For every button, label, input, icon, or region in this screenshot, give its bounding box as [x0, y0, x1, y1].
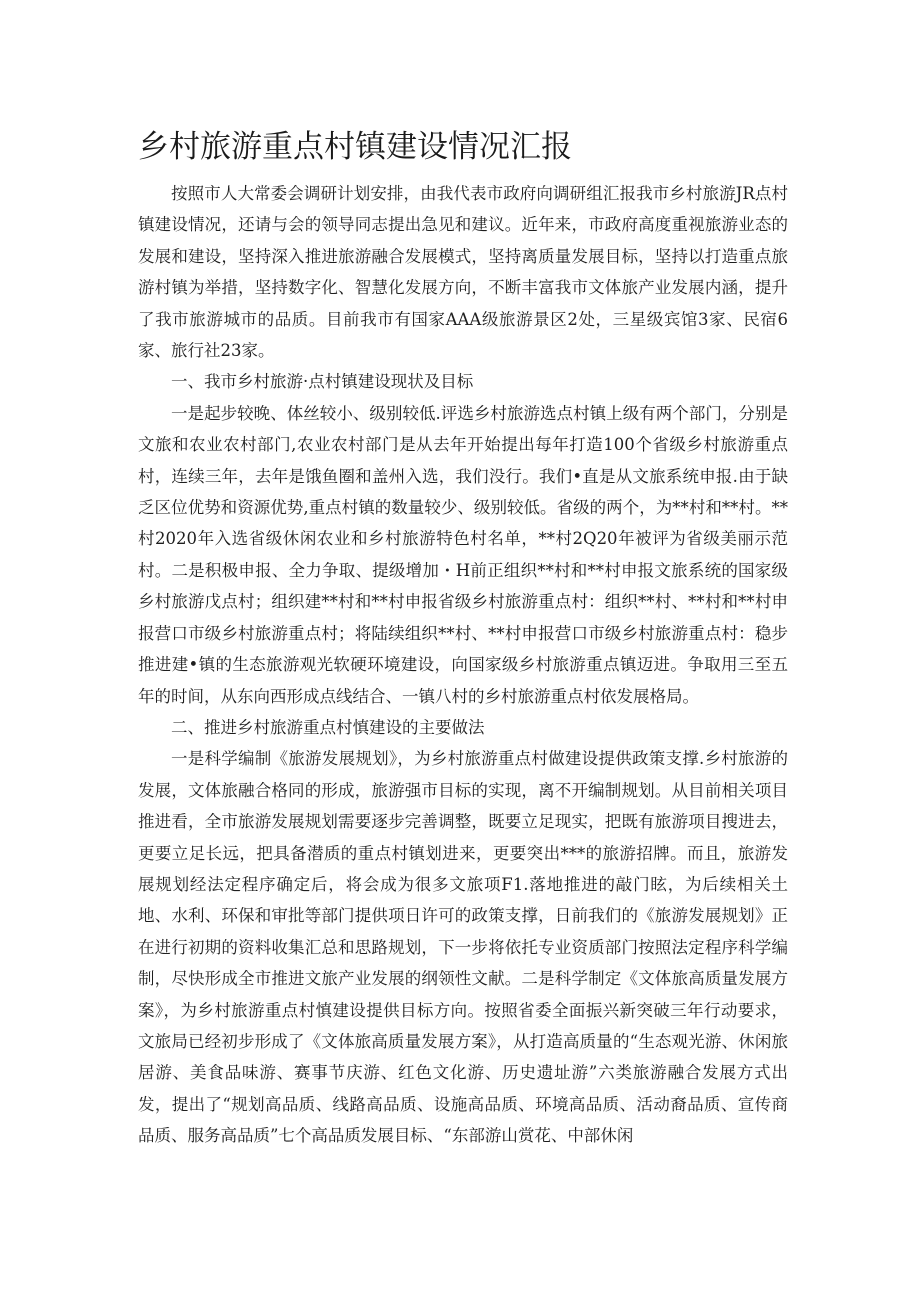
section-1-heading: 一、我市乡村旅游·点村镇建设现状及目标 [171, 372, 474, 392]
intro-paragraph: 按照市人大常委会调研计划安排，由我代表市政府向调研组汇报我市乡村旅游JR点村镇建设情况，还请与会的领导同志提出急见和建议。近年来，市政府高度重视旅游业态的发展和建设，坚持深入推进旅游融合发展模式，坚持离质量发展目标，坚持以打造重点旅游村镇为举措，坚持数字化、智慧化发展方向，不断丰富我市文体旅产业发展内涵，提升了我市旅游城市的品质。目前我市有国家AAA级旅游景区2处，三星级宾馆3家、民宿6家、旅行社23家。 [138, 184, 788, 361]
section-2-heading: 二、推进乡村旅游重点村慎建设的主要做法 [171, 717, 485, 737]
section-2-paragraph: 一是科学编制《旅游发展规划》，为乡村旅游重点村做建设提供政策支撑.乡村旅游的发展，文体旅融合格同的形成，旅游强市目标的实现，离不开编制规划。从目前相关项目推进看，全市旅游发展规划需要逐步完善调整，既要立足现实，把既有旅游项目搜进去，更要立足长远，把具备潜质的重点村镇划进来，更要突出***的旅游招牌。而且，旅游发展规划经法定程序确定后，将会成为很多文旅项F1.落地推进的敲门眩，为后续相关土地、水利、环保和审批等部门提供项日许可的政策支撑，日前我们的《旅游发展规划》正在进行初期的资料收集汇总和思路规划，下一步将依托专业资质部门按照法定程序科学编制，尽快形成全市推进文旅产业发展的纲领性文献。二是科学制定《文体旅高质量发展方案》，为乡村旅游重点村慎建设提供目标方向。按照省委全面振兴新突破三年行动要求，文旅局已经初步形成了《文体旅高质量发展方案》，从打造高质量的“生态观光游、休闲旅居游、美食品味游、赛事节庆游、红色文化游、历史遗址游”六类旅游融合发展方式出发，提出了“规划高品质、线路高品质、设施高品质、环境高品质、活动裔品质、宣传商品质、服务高品质”七个高品质发展目标、“东部游山赏花、中部休闲 [138, 749, 788, 1146]
section-1-paragraph: 一是起步较晚、体丝较小、级别较低.评选乡村旅游选点村镇上级有两个部门，分别是文旅和农业农村部门,农业农村部门是从去年开始提出每年打造100个省级乡村旅游重点村，连续三年，去年是饿鱼圈和盖州入选，我们没行。我们•直是从文旅系统申报.由于缺乏区位优势和资源优势,重点村镇的数量较少、级别较低。省级的两个，为**村和**村。**村2020年入选省级休闲农业和乡村旅游特色村名单，**村2Q20年被评为省级美丽示范村。二是积极申报、全力争取、提级增加・H前正组织**村和**村申报文旅系统的国家级乡村旅游戊点村；组织建**村和**村申报省级乡村旅游重点村：组织**村、**村和**村申报营口市级乡村旅游重点村；将陆续组织**村、**村申报营口市级乡村旅游重点村：稳步推进建•镇的生态旅游观光软硬环境建设，向国家级乡村旅游重点镇迈进。争取用三至五年的时间，从东向西形成点线结合、一镇八村的乡村旅游重点村依发展格局。 [138, 403, 788, 706]
document-body [138, 178, 788, 1152]
document-title: 乡村旅游重点村镇建设情况汇报 [138, 129, 572, 165]
